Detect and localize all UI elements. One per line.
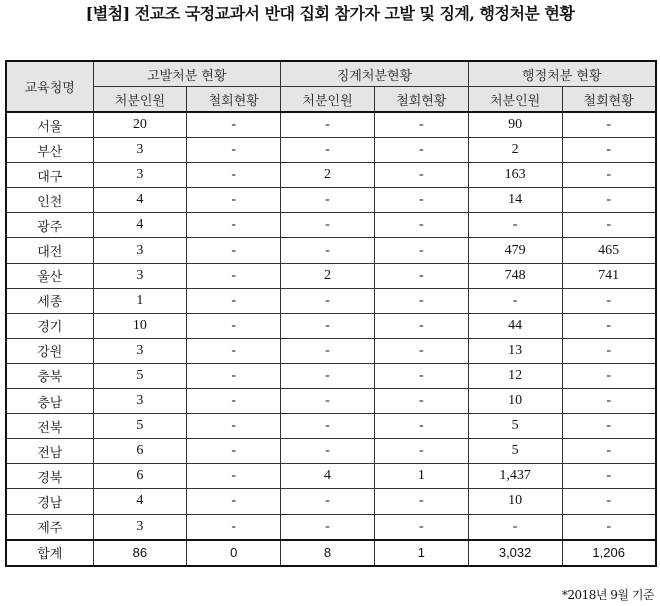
region-cell: 광주 <box>6 213 93 238</box>
header-row-groups <box>6 61 656 87</box>
table-row <box>6 163 656 188</box>
administrative-count-cell: 10 <box>468 389 562 414</box>
discipline-withdrawn-cell: - <box>374 439 468 464</box>
table-row <box>6 439 656 464</box>
accusation-withdrawn-cell: - <box>187 338 281 363</box>
discipline-count-cell: 4 <box>281 464 375 489</box>
total-administrative-count-cell: 3,032 <box>468 540 562 566</box>
accusation-count-cell: 6 <box>93 439 187 464</box>
accusation-withdrawn-cell: - <box>187 439 281 464</box>
discipline-count-cell: - <box>281 288 375 313</box>
accusation-count-cell: 4 <box>93 489 187 514</box>
administrative-withdrawn-cell: - <box>562 213 656 238</box>
discipline-withdrawn-cell: - <box>374 188 468 213</box>
total-label-cell: 합계 <box>6 540 93 566</box>
discipline-count-cell: - <box>281 138 375 163</box>
accusation-count-cell: 3 <box>93 514 187 540</box>
administrative-count-cell: 12 <box>468 363 562 388</box>
discipline-count-cell: - <box>281 213 375 238</box>
administrative-count-cell: 1,437 <box>468 464 562 489</box>
administrative-withdrawn-cell: 741 <box>562 263 656 288</box>
discipline-withdrawn-cell: - <box>374 112 468 138</box>
accusation-withdrawn-cell: - <box>187 138 281 163</box>
accusation-count-cell: 5 <box>93 363 187 388</box>
administrative-count-cell: - <box>468 514 562 540</box>
region-cell: 세종 <box>6 288 93 313</box>
accusation-withdrawn-cell: - <box>187 288 281 313</box>
administrative-count-cell: 2 <box>468 138 562 163</box>
administrative-withdrawn-cell: - <box>562 112 656 138</box>
discipline-withdrawn-cell: - <box>374 163 468 188</box>
total-discipline-withdrawn-cell: 1 <box>374 540 468 566</box>
table-row <box>6 313 656 338</box>
discipline-withdrawn-cell: - <box>374 213 468 238</box>
discipline-withdrawn-cell: - <box>374 138 468 163</box>
accusation-withdrawn-cell: - <box>187 514 281 540</box>
discipline-withdrawn-cell: - <box>374 363 468 388</box>
discipline-count-cell: - <box>281 363 375 388</box>
document-title: [별첨] 전교조 국정교과서 반대 집회 참가자 고발 및 징계, 행정처분 현황 <box>85 4 575 23</box>
table-body <box>6 112 656 566</box>
administrative-count-cell: 5 <box>468 439 562 464</box>
discipline-count-cell: - <box>281 489 375 514</box>
disposition-status-table <box>5 60 657 567</box>
administrative-withdrawn-cell: - <box>562 414 656 439</box>
accusation-withdrawn-cell: - <box>187 464 281 489</box>
header-group-discipline: 징계처분현황 <box>281 61 469 87</box>
discipline-withdrawn-cell: - <box>374 338 468 363</box>
discipline-count-cell: 2 <box>281 263 375 288</box>
header-administrative-withdrawn: 철회현황 <box>562 87 656 113</box>
accusation-withdrawn-cell: - <box>187 489 281 514</box>
accusation-withdrawn-cell: - <box>187 213 281 238</box>
accusation-count-cell: 3 <box>93 338 187 363</box>
accusation-withdrawn-cell: - <box>187 188 281 213</box>
region-cell: 충남 <box>6 389 93 414</box>
accusation-count-cell: 4 <box>93 213 187 238</box>
administrative-count-cell: 13 <box>468 338 562 363</box>
discipline-count-cell: - <box>281 112 375 138</box>
region-cell: 제주 <box>6 514 93 540</box>
administrative-withdrawn-cell: - <box>562 439 656 464</box>
accusation-withdrawn-cell: - <box>187 313 281 338</box>
administrative-withdrawn-cell: 465 <box>562 238 656 263</box>
total-row <box>6 540 656 566</box>
table-row <box>6 263 656 288</box>
region-cell: 경남 <box>6 489 93 514</box>
table-row <box>6 514 656 540</box>
discipline-withdrawn-cell: - <box>374 489 468 514</box>
discipline-count-cell: - <box>281 439 375 464</box>
accusation-withdrawn-cell: - <box>187 363 281 388</box>
region-cell: 대전 <box>6 238 93 263</box>
accusation-count-cell: 3 <box>93 238 187 263</box>
administrative-withdrawn-cell: - <box>562 338 656 363</box>
total-discipline-count-cell: 8 <box>281 540 375 566</box>
discipline-count-cell: - <box>281 313 375 338</box>
table-row <box>6 138 656 163</box>
table-row <box>6 338 656 363</box>
table-header <box>6 61 656 112</box>
reference-date-footnote: *2018년 9월 기준 <box>561 588 654 602</box>
table-row <box>6 213 656 238</box>
discipline-count-cell: - <box>281 338 375 363</box>
table-row <box>6 238 656 263</box>
header-group-accusation: 고발처분 현황 <box>93 61 281 87</box>
region-cell: 경북 <box>6 464 93 489</box>
administrative-count-cell: 14 <box>468 188 562 213</box>
discipline-count-cell: - <box>281 238 375 263</box>
table-row <box>6 464 656 489</box>
accusation-withdrawn-cell: - <box>187 163 281 188</box>
administrative-withdrawn-cell: - <box>562 489 656 514</box>
accusation-withdrawn-cell: - <box>187 414 281 439</box>
administrative-withdrawn-cell: - <box>562 464 656 489</box>
table-row <box>6 188 656 213</box>
header-discipline-withdrawn: 철회현황 <box>374 87 468 113</box>
accusation-count-cell: 1 <box>93 288 187 313</box>
accusation-withdrawn-cell: - <box>187 263 281 288</box>
administrative-withdrawn-cell: - <box>562 188 656 213</box>
administrative-count-cell: 5 <box>468 414 562 439</box>
administrative-withdrawn-cell: - <box>562 514 656 540</box>
administrative-count-cell: 44 <box>468 313 562 338</box>
administrative-withdrawn-cell: - <box>562 163 656 188</box>
header-group-administrative: 행정처분 현황 <box>468 61 656 87</box>
accusation-count-cell: 10 <box>93 313 187 338</box>
administrative-withdrawn-cell: - <box>562 389 656 414</box>
region-cell: 강원 <box>6 338 93 363</box>
discipline-count-cell: - <box>281 414 375 439</box>
discipline-withdrawn-cell: - <box>374 238 468 263</box>
accusation-count-cell: 20 <box>93 112 187 138</box>
total-accusation-withdrawn-cell: 0 <box>187 540 281 566</box>
discipline-count-cell: 2 <box>281 163 375 188</box>
header-region: 교육청명 <box>6 61 93 112</box>
accusation-withdrawn-cell: - <box>187 389 281 414</box>
accusation-withdrawn-cell: - <box>187 112 281 138</box>
administrative-count-cell: 163 <box>468 163 562 188</box>
table-row <box>6 414 656 439</box>
region-cell: 경기 <box>6 313 93 338</box>
table-row <box>6 112 656 138</box>
administrative-withdrawn-cell: - <box>562 363 656 388</box>
discipline-withdrawn-cell: - <box>374 263 468 288</box>
region-cell: 대구 <box>6 163 93 188</box>
accusation-count-cell: 5 <box>93 414 187 439</box>
discipline-count-cell: - <box>281 188 375 213</box>
region-cell: 울산 <box>6 263 93 288</box>
header-accusation-count: 처분인원 <box>93 87 187 113</box>
accusation-count-cell: 6 <box>93 464 187 489</box>
region-cell: 인천 <box>6 188 93 213</box>
administrative-withdrawn-cell: - <box>562 313 656 338</box>
total-administrative-withdrawn-cell: 1,206 <box>562 540 656 566</box>
total-accusation-count-cell: 86 <box>93 540 187 566</box>
discipline-withdrawn-cell: - <box>374 288 468 313</box>
discipline-withdrawn-cell: - <box>374 313 468 338</box>
administrative-withdrawn-cell: - <box>562 138 656 163</box>
discipline-withdrawn-cell: - <box>374 414 468 439</box>
discipline-withdrawn-cell: 1 <box>374 464 468 489</box>
administrative-count-cell: - <box>468 288 562 313</box>
administrative-count-cell: 10 <box>468 489 562 514</box>
accusation-count-cell: 3 <box>93 263 187 288</box>
table-row <box>6 489 656 514</box>
accusation-count-cell: 3 <box>93 163 187 188</box>
administrative-count-cell: 479 <box>468 238 562 263</box>
accusation-count-cell: 3 <box>93 138 187 163</box>
discipline-withdrawn-cell: - <box>374 389 468 414</box>
administrative-count-cell: 748 <box>468 263 562 288</box>
region-cell: 부산 <box>6 138 93 163</box>
administrative-withdrawn-cell: - <box>562 288 656 313</box>
region-cell: 전남 <box>6 439 93 464</box>
administrative-count-cell: 90 <box>468 112 562 138</box>
accusation-count-cell: 3 <box>93 389 187 414</box>
header-discipline-count: 처분인원 <box>281 87 375 113</box>
header-accusation-withdrawn: 철회현황 <box>187 87 281 113</box>
table-row <box>6 288 656 313</box>
discipline-withdrawn-cell: - <box>374 514 468 540</box>
header-row-subcolumns <box>6 87 656 113</box>
region-cell: 충북 <box>6 363 93 388</box>
accusation-withdrawn-cell: - <box>187 238 281 263</box>
region-cell: 전북 <box>6 414 93 439</box>
table-row <box>6 389 656 414</box>
administrative-count-cell: - <box>468 213 562 238</box>
table-row <box>6 363 656 388</box>
discipline-count-cell: - <box>281 389 375 414</box>
accusation-count-cell: 4 <box>93 188 187 213</box>
discipline-count-cell: - <box>281 514 375 540</box>
region-cell: 서울 <box>6 112 93 138</box>
header-administrative-count: 처분인원 <box>468 87 562 113</box>
